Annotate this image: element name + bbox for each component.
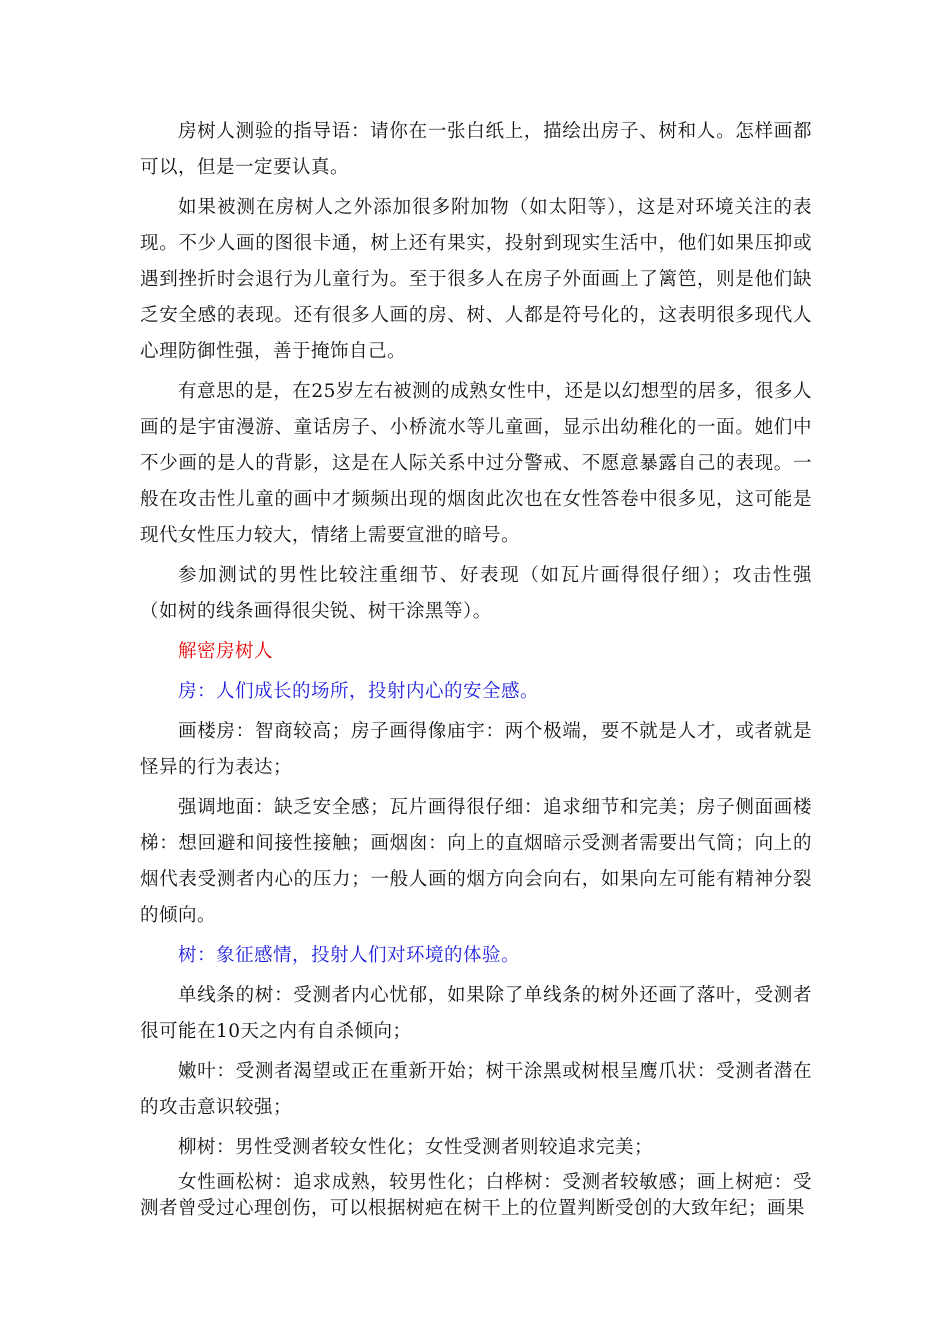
paragraph-men-findings: 参加测试的男性比较注重细节、好表现（如瓦片画得很仔细）；攻击性强（如树的线条画得很尖锐、树干涂黑等）。	[140, 565, 812, 622]
section-heading: 解密房树人	[178, 641, 274, 662]
paragraph-instructions: 房树人测验的指导语：请你在一张白纸上，描绘出房子、树和人。怎样画都可以，但是一定要认真。	[140, 121, 812, 178]
subheading-house: 房：人们成长的场所，投射内心的安全感。	[178, 681, 540, 702]
paragraph-house-1: 画楼房：智商较高；房子画得像庙宇：两个极端，要不就是人才，或者就是怪异的行为表达；	[140, 721, 812, 778]
paragraph-women-findings: 有意思的是，在25岁左右被测的成熟女性中，还是以幻想型的居多，很多人画的是宇宙漫游、童话房子、小桥流水等儿童画，显示出幼稚化的一面。她们中不少画的是人的背影，这是在人际关系中过分警戒、不愿意暴露自己的表现。一般在攻击性儿童的画中才频频出现的烟囱此次也在女性答卷中很多见，这可能是现代女性压力较大，情绪上需要宣泄的暗号。	[140, 381, 812, 546]
paragraph-tree-3: 柳树：男性受测者较女性化；女性受测者则较追求完美；	[178, 1137, 654, 1158]
paragraph-tree-4: 女性画松树：追求成熟，较男性化；白桦树：受测者较敏感；画上树疤：受测者曾受过心理创伤，可以根据树疤在树干上的位置判断受创的大致年纪；画果	[140, 1172, 812, 1219]
paragraph-environment: 如果被测在房树人之外添加很多附加物（如太阳等），这是对环境关注的表现。不少人画的图很卡通，树上还有果实，投射到现实生活中，他们如果压抑或遇到挫折时会退行为儿童行为。至于很多人在房子外面画上了篱笆，则是他们缺乏安全感的表现。还有很多人画的房、树、人都是符号化的，这表明很多现代人心理防御性强，善于掩饰自己。	[140, 197, 812, 362]
paragraph-tree-1: 单线条的树：受测者内心忧郁，如果除了单线条的树外还画了落叶，受测者很可能在10天之内有自杀倾向；	[140, 985, 812, 1042]
paragraph-tree-2: 嫩叶：受测者渴望或正在重新开始；树干涂黑或树根呈鹰爪状：受测者潜在的攻击意识较强；	[140, 1061, 812, 1118]
paragraph-house-2: 强调地面：缺乏安全感；瓦片画得很仔细：追求细节和完美；房子侧面画楼梯：想回避和间接性接触；画烟囱：向上的直烟暗示受测者需要出气筒；向上的烟代表受测者内心的压力；一般人画的烟方向会向右，如果向左可能有精神分裂的倾向。	[140, 797, 812, 926]
document-body	[140, 114, 812, 1222]
subheading-tree: 树：象征感情，投射人们对环境的体验。	[178, 945, 521, 966]
